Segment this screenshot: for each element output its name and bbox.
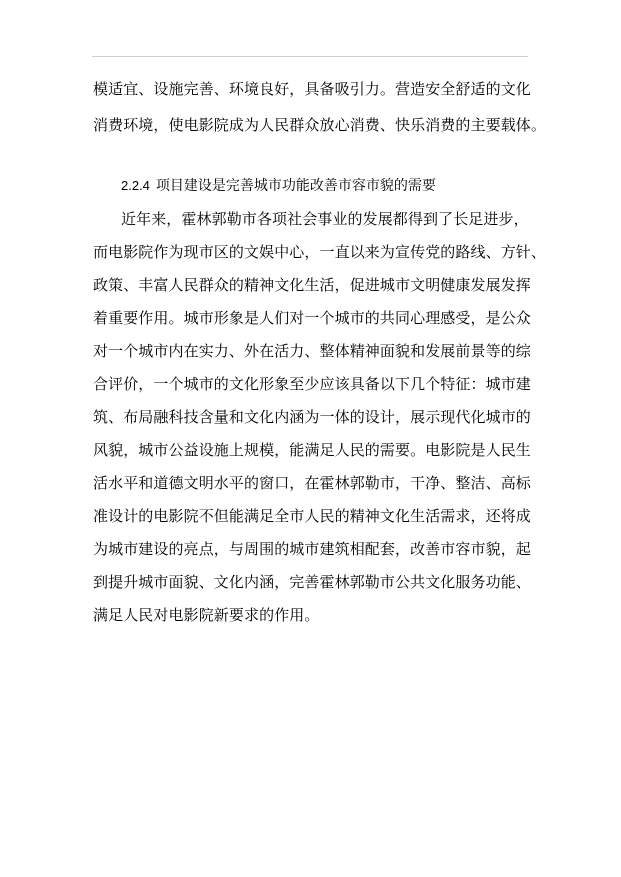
- section-heading: [121, 176, 436, 196]
- paragraph-line: 准设计的电影院不但能满足全市人民的精神文化生活需求，还将成: [93, 507, 531, 525]
- paragraph-line: 合评价，一个城市的文化形象至少应该具备以下几个特征：城市建: [93, 375, 531, 393]
- paragraph-line: 满足人民对电影院新要求的作用。: [93, 606, 320, 624]
- header-rule: [92, 56, 528, 57]
- paragraph-line: 风貌，城市公益设施上规模，能满足人民的需要。电影院是人民生: [93, 441, 531, 459]
- continuation-line: 消费环境，使电影院成为人民群众放心消费、快乐消费的主要载体。: [93, 116, 547, 134]
- paragraph-line: 而电影院作为现市区的文娱中心，一直以来为宣传党的路线、方针、: [93, 243, 547, 261]
- section-number: 2.2.4: [121, 178, 150, 193]
- paragraph-line: 到提升城市面貌、文化内涵，完善霍林郭勒市公共文化服务功能、: [93, 573, 531, 591]
- paragraph-line: 活水平和道德文明水平的窗口，在霍林郭勒市，干净、整洁、高标: [93, 474, 531, 492]
- section-title: 项目建设是完善城市功能改善市容市貌的需要: [155, 178, 436, 194]
- paragraph-line: 为城市建设的亮点，与周围的城市建筑相配套，改善市容市貌，起: [93, 540, 531, 558]
- paragraph-line: 筑、布局融科技含量和文化内涵为一体的设计，展示现代化城市的: [93, 408, 531, 426]
- paragraph-line: 对一个城市内在实力、外在活力、整体精神面貌和发展前景等的综: [93, 342, 531, 360]
- paragraph-line: 政策、丰富人民群众的精神文化生活，促进城市文明健康发展发挥: [93, 276, 531, 294]
- paragraph-line: 近年来，霍林郭勒市各项社会事业的发展都得到了长足进步，: [121, 210, 529, 228]
- paragraph-line: 着重要作用。城市形象是人们对一个城市的共同心理感受，是公众: [93, 309, 531, 327]
- continuation-line: 模适宜、设施完善、环境良好，具备吸引力。营造安全舒适的文化: [93, 80, 531, 98]
